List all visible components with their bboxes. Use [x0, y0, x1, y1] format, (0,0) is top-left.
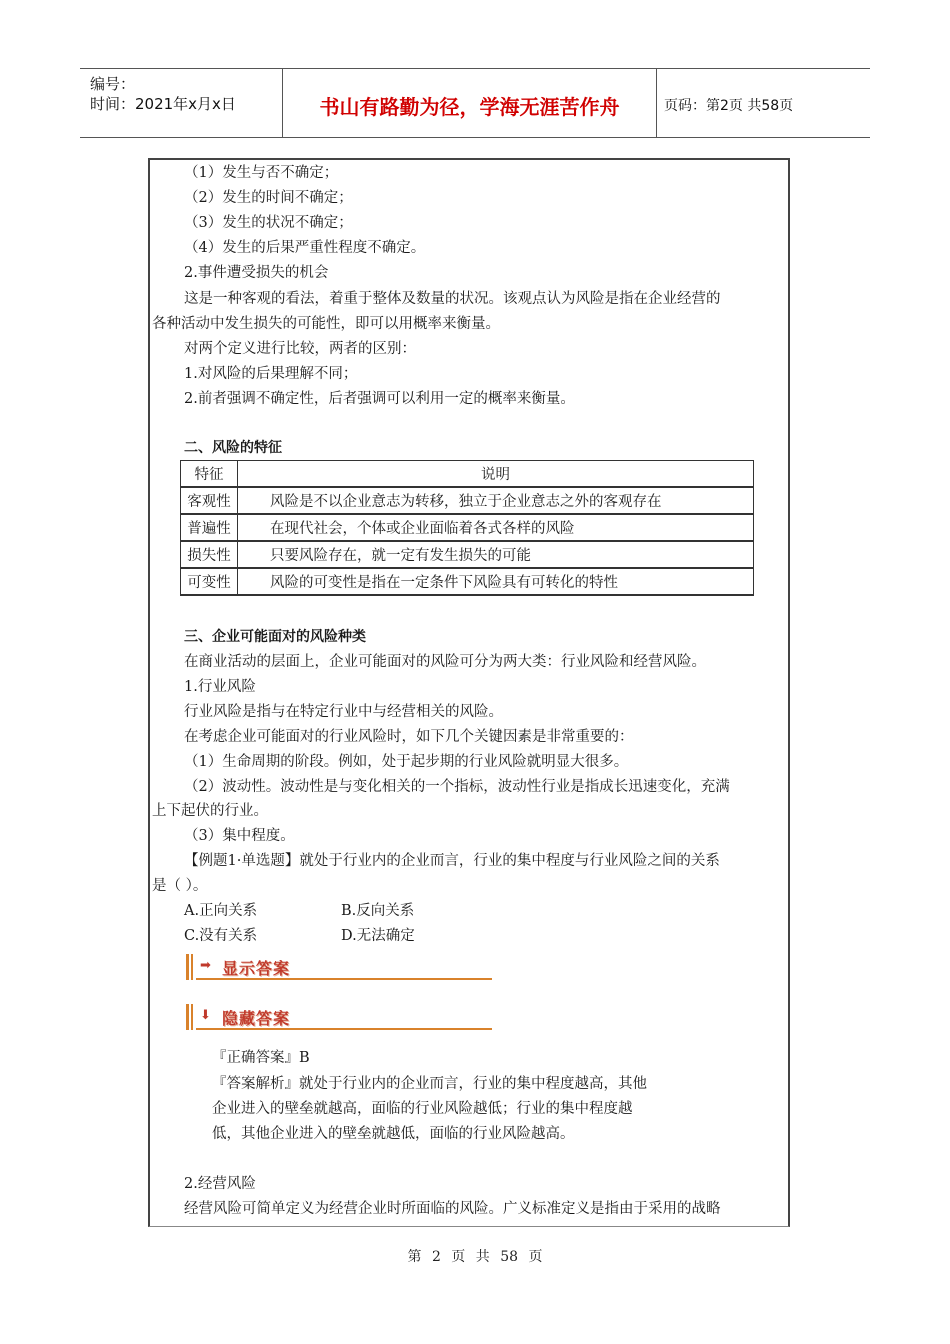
divider: [186, 1004, 189, 1030]
text-line: 经营风险可简单定义为经营企业时所面临的风险。广义标准定义是指由于采用的战略: [184, 1201, 721, 1217]
answer-explanation: 『答案解析』就处于行业内的企业而言，行业的集中程度越高，其他: [212, 1076, 647, 1092]
subheading: 1.行业风险: [184, 679, 256, 695]
text-line: （2）发生的时间不确定；: [184, 190, 353, 206]
table-row: [181, 514, 754, 541]
show-answer-button[interactable]: [186, 954, 492, 980]
text-line: （3）集中程度。: [184, 828, 295, 844]
text-line: 这是一种客观的看法，着重于整体及数量的状况。该观点认为风险是指在企业经营的: [184, 291, 721, 307]
feature-key: 损失性: [181, 541, 238, 568]
section-title: 三、企业可能面对的风险种类: [184, 629, 366, 645]
header-meta: [80, 69, 282, 137]
text-line: （1）发生与否不确定；: [184, 165, 339, 181]
text-line: 各种活动中发生损失的可能性，即可以用概率来衡量。: [152, 316, 500, 332]
header-page-cell: [656, 69, 870, 137]
feature-desc: 只要风险存在，就一定有发生损失的可能: [238, 541, 754, 568]
table-header-cell: 说明: [238, 461, 754, 488]
question-text: 是（ ）。: [152, 878, 208, 894]
header-motto-cell: [282, 69, 657, 137]
text-line: 在商业活动的层面上，企业可能面对的风险可分为两大类：行业风险和经营风险。: [184, 654, 706, 670]
text-line: 2.前者强调不确定性，后者强调可以利用一定的概率来衡量。: [184, 391, 575, 407]
divider: [191, 954, 193, 980]
feature-desc: 风险的可变性是指在一定条件下风险具有可转化的特性: [238, 568, 754, 595]
arrow-down-icon: ⬇: [200, 1008, 211, 1023]
page-info: 页码：第2页 共58页: [664, 98, 794, 114]
option-a: A.正向关系: [184, 903, 258, 919]
feature-key: 客观性: [181, 487, 238, 514]
answer-explanation: 企业进入的壁垒就越高，面临的行业风险越低；行业的集中程度越: [212, 1101, 633, 1117]
option-b: B.反向关系: [341, 903, 415, 919]
option-c: C.没有关系: [184, 928, 258, 944]
table-row: [181, 541, 754, 568]
time-label: 时间：2021年x月x日: [90, 95, 236, 113]
feature-desc: 风险是不以企业意志为转移，独立于企业意志之外的客观存在: [238, 487, 754, 514]
arrow-right-icon: ➡: [200, 958, 211, 973]
table-header-row: [181, 461, 754, 488]
table-header-cell: 特征: [181, 461, 238, 488]
correct-answer: 『正确答案』B: [212, 1050, 310, 1066]
text-line: 对两个定义进行比较，两者的区别：: [184, 341, 416, 357]
page-header: [80, 68, 870, 138]
section-title: 二、风险的特征: [184, 440, 282, 456]
hide-answer-button[interactable]: [186, 1004, 492, 1030]
table-row: [181, 487, 754, 514]
feature-desc: 在现代社会，个体或企业面临着各式各样的风险: [238, 514, 754, 541]
number-label: 编号：: [90, 75, 136, 93]
subheading: 2.事件遭受损失的机会: [184, 265, 329, 281]
text-line: （3）发生的状况不确定；: [184, 215, 353, 231]
option-d: D.无法确定: [341, 928, 415, 944]
features-table: [180, 460, 754, 596]
hide-answer-label: 隐藏答案: [222, 1009, 291, 1028]
motto: 书山有路勤为径，学海无涯苦作舟: [319, 95, 620, 119]
show-answer-label: 显示答案: [222, 959, 291, 978]
answer-explanation: 低，其他企业进入的壁垒就越低，面临的行业风险越高。: [212, 1126, 575, 1142]
text-line: 1.对风险的后果理解不同；: [184, 366, 358, 382]
subheading: 2.经营风险: [184, 1176, 256, 1192]
text-line: （1）生命周期的阶段。例如，处于起步期的行业风险就明显大很多。: [184, 754, 629, 770]
text-line: （2）波动性。波动性是与变化相关的一个指标，波动性行业是指成长迅速变化，充满: [184, 779, 730, 795]
page-footer: 第 2 页 共 58 页: [407, 1249, 543, 1265]
feature-key: 可变性: [181, 568, 238, 595]
divider: [186, 954, 189, 980]
table-row: [181, 568, 754, 595]
text-line: 上下起伏的行业。: [152, 803, 268, 819]
feature-key: 普遍性: [181, 514, 238, 541]
divider: [191, 1004, 193, 1030]
text-line: 行业风险是指与在特定行业中与经营相关的风险。: [184, 704, 503, 720]
question-text: 【例题1·单选题】就处于行业内的企业而言，行业的集中程度与行业风险之间的关系: [184, 853, 720, 869]
text-line: 在考虑企业可能面对的行业风险时，如下几个关键因素是非常重要的：: [184, 729, 634, 745]
text-line: （4）发生的后果严重性程度不确定。: [184, 240, 426, 256]
